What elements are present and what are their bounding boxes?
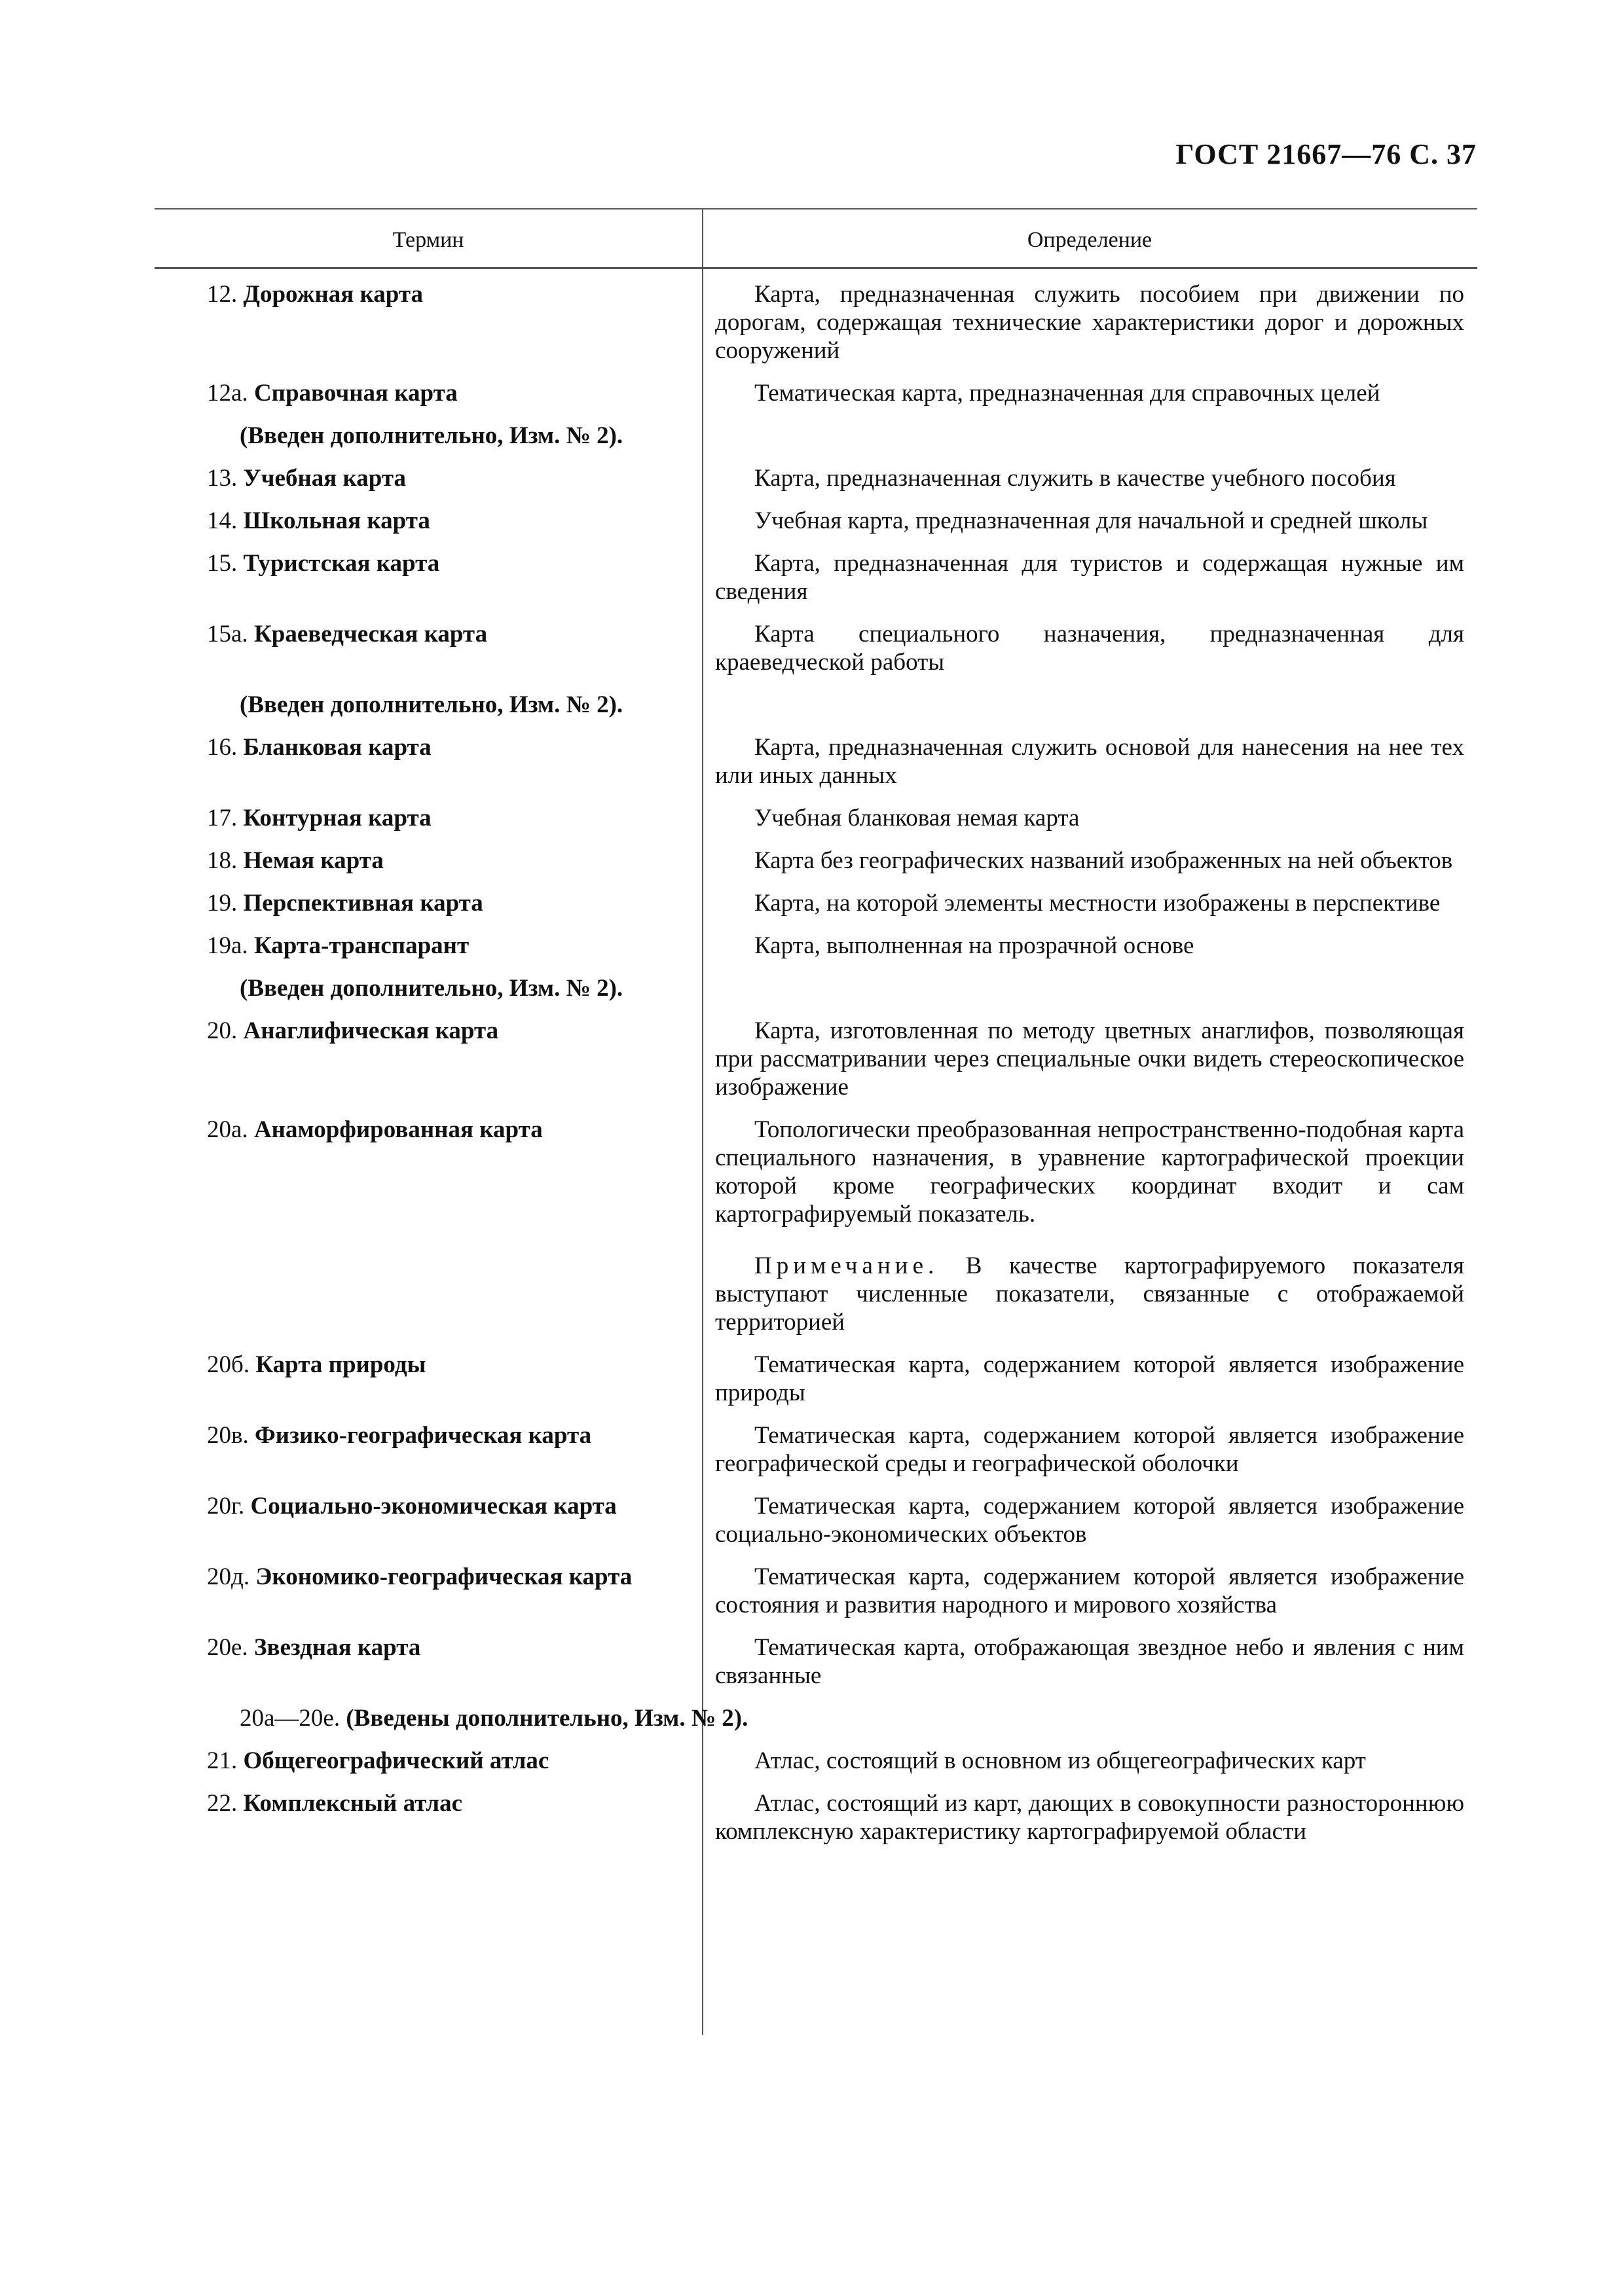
term-cell: [155, 932, 702, 960]
term-cell: [155, 847, 702, 875]
definition-cell: [702, 1351, 1477, 1407]
term-name: Экономико-географическая карта: [255, 1563, 633, 1590]
term-number: 20.: [207, 1017, 238, 1044]
term-name: Общегеографический атлас: [243, 1747, 549, 1774]
definition-text: Карта, предназначенная служить в качестве учебного пособия: [754, 465, 1396, 492]
term-number: 19.: [207, 890, 238, 917]
term-cell: [155, 507, 702, 535]
table-row: [155, 1421, 1477, 1478]
term-cell: [155, 733, 702, 790]
table-row: [155, 1492, 1477, 1548]
definition-text: Карта, предназначенная служить основой для нанесения на нее тех или иных данных: [715, 734, 1464, 789]
term-number: 12.: [207, 281, 238, 308]
term-name: Комплексный атлас: [243, 1790, 463, 1817]
term-name: Социально-экономическая карта: [250, 1493, 617, 1520]
definition-cell: [702, 620, 1477, 676]
amendment-text: (Введен дополнительно, Изм. № 2).: [240, 691, 623, 718]
definition-cell: [702, 889, 1477, 917]
table-row: [155, 1633, 1477, 1690]
term-cell: [155, 1747, 702, 1775]
amendment-prefix: 20а—20е.: [240, 1705, 346, 1732]
note-text: В качестве картографируемого показателя выступают численные показатели, связанные с отображаемой территорией: [715, 1252, 1464, 1336]
table-row: [155, 932, 1477, 960]
table-row: [155, 379, 1477, 407]
table-row: [155, 889, 1477, 917]
amendment-text: (Введен дополнительно, Изм. № 2).: [240, 422, 623, 449]
term-number: 14.: [207, 507, 238, 534]
terms-table-body: [155, 280, 1477, 1846]
term-number: 17.: [207, 805, 238, 831]
definition-cell: [702, 847, 1477, 875]
definition-cell: [702, 280, 1477, 365]
term-cell: [155, 804, 702, 832]
term-name: Физико-географическая карта: [254, 1422, 592, 1449]
table-row: [155, 1017, 1477, 1101]
term-cell: [155, 620, 702, 676]
term-cell: [155, 549, 702, 606]
term-number: 20е.: [207, 1634, 248, 1661]
table-row: [155, 1116, 1477, 1336]
term-number: 20г.: [207, 1493, 245, 1520]
term-name: Анаглифическая карта: [243, 1017, 499, 1044]
definition-text: Тематическая карта, содержанием которой является изображение географической среды и географической оболочки: [715, 1422, 1464, 1477]
term-cell: [155, 1351, 702, 1407]
definition-text: Тематическая карта, содержанием которой является изображение состояния и развития народного и мирового хозяйства: [715, 1563, 1464, 1618]
term-name: Контурная карта: [243, 805, 432, 831]
definition-cell: [702, 932, 1477, 960]
note-label: Примечание.: [754, 1252, 939, 1279]
definition-text: Карта, предназначенная для туристов и содержащая нужные им сведения: [715, 550, 1464, 605]
term-cell: [155, 1492, 702, 1548]
definition-text: Карта специального назначения, предназначенная для краеведческой работы: [715, 621, 1464, 676]
term-cell: [155, 1633, 702, 1690]
amendment-text: (Введен дополнительно, Изм. № 2).: [240, 975, 623, 1002]
definition-cell: [702, 733, 1477, 790]
term-name: Бланковая карта: [243, 734, 432, 761]
definition-cell: [702, 507, 1477, 535]
definition-text: Атлас, состоящий из карт, дающих в совокупности разностороннюю комплексную характеристику картографируемой области: [715, 1790, 1464, 1845]
definition-text: Тематическая карта, отображающая звездное небо и явления с ним связанные: [715, 1634, 1464, 1689]
term-name: Анаморфированная карта: [253, 1116, 543, 1143]
table-row: [155, 464, 1477, 492]
term-name: Справочная карта: [253, 380, 458, 407]
table-row: [155, 1351, 1477, 1407]
definition-cell: [702, 1633, 1477, 1690]
definition-note: [715, 1252, 1464, 1336]
table-row: [155, 804, 1477, 832]
definition-cell: [702, 379, 1477, 407]
amendment-note: [155, 422, 1477, 450]
table-row: [155, 1563, 1477, 1619]
definition-text: Тематическая карта, предназначенная для справочных целей: [754, 380, 1380, 407]
term-number: 12а.: [207, 380, 248, 407]
definition-cell: [702, 1116, 1477, 1336]
definition-cell: [702, 549, 1477, 606]
definition-cell: [702, 464, 1477, 492]
term-number: 13.: [207, 465, 238, 492]
amendment-note: [155, 974, 1477, 1002]
term-number: 20б.: [207, 1351, 250, 1378]
term-name: Школьная карта: [243, 507, 430, 534]
definition-text: Атлас, состоящий в основном из общегеографических карт: [754, 1747, 1366, 1774]
table-row: [155, 733, 1477, 790]
table-row: [155, 1747, 1477, 1775]
definition-text: Учебная карта, предназначенная для начальной и средней школы: [754, 507, 1428, 534]
table-row: [155, 280, 1477, 365]
term-name: Звездная карта: [253, 1634, 421, 1661]
page-header: ГОСТ 21667—76 С. 37: [1175, 138, 1477, 170]
term-cell: [155, 464, 702, 492]
amendment-note: [155, 1704, 1477, 1732]
definition-text: Карта, выполненная на прозрачной основе: [754, 932, 1194, 959]
definition-cell: [702, 1421, 1477, 1478]
term-number: 18.: [207, 847, 238, 874]
definition-text: Карта, на которой элементы местности изображены в перспективе: [754, 890, 1441, 917]
term-number: 22.: [207, 1790, 238, 1817]
definition-cell: [702, 1563, 1477, 1619]
definition-cell: [702, 1789, 1477, 1846]
definition-text: Топологически преобразованная непространственно-подобная карта специального назначения, в уравнение картографической проекции которой кроме географических координат входит и сам картографируемый показатель.: [715, 1116, 1464, 1228]
term-cell: [155, 379, 702, 407]
term-name: Туристская карта: [243, 550, 440, 577]
definition-cell: [702, 1492, 1477, 1548]
definition-text: Учебная бланковая немая карта: [754, 805, 1080, 831]
term-number: 20а.: [207, 1116, 248, 1143]
term-cell: [155, 1789, 702, 1846]
amendment-text: (Введены дополнительно, Изм. № 2).: [346, 1705, 748, 1732]
term-cell: [155, 889, 702, 917]
definition-text: Карта, изготовленная по методу цветных анаглифов, позволяющая при рассматривании через специальные очки видеть стереоскопическое изображение: [715, 1017, 1464, 1101]
term-number: 16.: [207, 734, 238, 761]
term-cell: [155, 1563, 702, 1619]
term-name: Дорожная карта: [243, 281, 424, 308]
table-row: [155, 507, 1477, 535]
definition-cell: [702, 1017, 1477, 1101]
table-top-rule: [155, 208, 1477, 210]
table-header-rule: [155, 267, 1477, 269]
table-row: [155, 1789, 1477, 1846]
term-number: 20в.: [207, 1422, 249, 1449]
amendment-note: [155, 691, 1477, 719]
term-cell: [155, 280, 702, 365]
term-number: 15а.: [207, 621, 248, 647]
term-number: 19а.: [207, 932, 248, 959]
definition-text: Карта без географических названий изображенных на ней объектов: [754, 847, 1453, 874]
column-header-definition: Определение: [1027, 228, 1152, 252]
table-row: [155, 847, 1477, 875]
term-name: Немая карта: [243, 847, 384, 874]
definition-cell: [702, 804, 1477, 832]
definition-text: Карта, предназначенная служить пособием при движении по дорогам, содержащая технические характеристики дорог и дорожных сооружений: [715, 281, 1464, 364]
definition-text: Тематическая карта, содержанием которой является изображение природы: [715, 1351, 1464, 1406]
term-cell: [155, 1116, 702, 1336]
term-name: Перспективная карта: [243, 890, 483, 917]
term-number: 15.: [207, 550, 238, 577]
term-name: Краеведческая карта: [253, 621, 488, 647]
term-number: 20д.: [207, 1563, 250, 1590]
term-name: Учебная карта: [243, 465, 407, 492]
term-name: Карта природы: [255, 1351, 426, 1378]
term-cell: [155, 1017, 702, 1101]
table-row: [155, 549, 1477, 606]
term-number: 21.: [207, 1747, 238, 1774]
column-header-term: Термин: [392, 228, 464, 252]
definition-cell: [702, 1747, 1477, 1775]
table-row: [155, 620, 1477, 676]
definition-text: Тематическая карта, содержанием которой является изображение социально-экономических объектов: [715, 1493, 1464, 1548]
term-cell: [155, 1421, 702, 1478]
term-name: Карта-транспарант: [253, 932, 470, 959]
